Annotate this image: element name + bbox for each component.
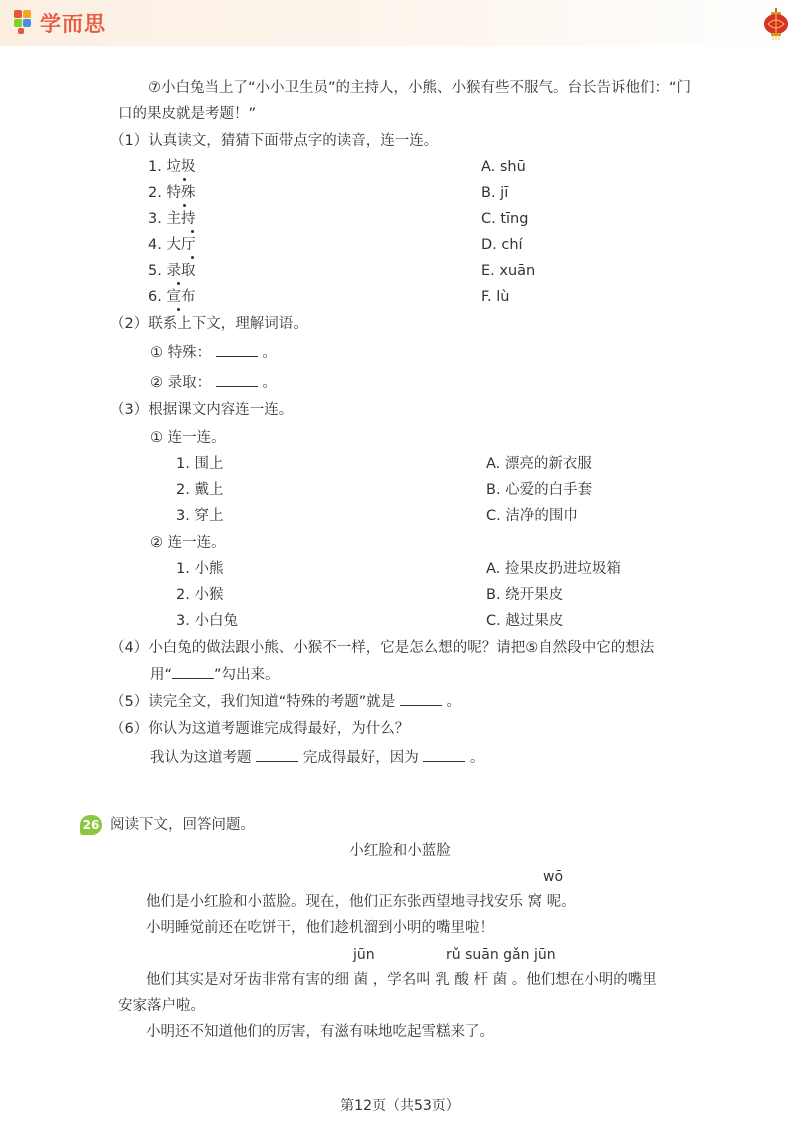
q6-title: （6）你认为这道考题谁完成得最好，为什么？ — [110, 721, 410, 737]
q3-sub1-left-1: 1. 围上 — [176, 456, 224, 472]
q1-left-4: 4. 大厅 — [148, 237, 196, 253]
pinyin-jun: jūn — [353, 947, 375, 963]
q1-right-e: E. xuān — [481, 263, 536, 279]
emphasis-dot — [177, 282, 180, 285]
q3-sub1: ① 连一连。 — [150, 430, 226, 446]
story-p3-cont: 安家落户啦。 — [118, 998, 205, 1014]
answer-blank[interactable] — [256, 747, 298, 762]
q4-line-2-post: ”勾出来。 — [214, 667, 280, 683]
q3-sub2-left-2: 2. 小猴 — [176, 587, 224, 603]
q3-sub2-left-3: 3. 小白兔 — [176, 613, 238, 629]
q1-right-a: A. shū — [481, 159, 526, 175]
page-header — [0, 0, 800, 46]
q5-period: 。 — [446, 694, 461, 710]
q5 — [110, 691, 461, 712]
q2-title: （2）联系上下文，理解词语。 — [110, 316, 308, 332]
q2-period: 。 — [262, 345, 277, 361]
lantern-icon — [762, 8, 790, 40]
q1-left-1: 1. 垃圾 — [148, 159, 196, 175]
q2-item-1-label: ① 特殊： — [150, 345, 212, 361]
q2-item-2 — [150, 372, 277, 393]
answer-blank[interactable] — [216, 372, 258, 387]
q3-sub2-right-c: C. 越过果皮 — [486, 613, 564, 629]
q1-title: （1）认真读文，猜猜下面带点字的读音，连一连。 — [110, 133, 439, 149]
story-title: 小红脸和小蓝脸 — [349, 843, 451, 859]
q1-left-2: 2. 特殊 — [148, 185, 196, 201]
story-p2: 小明睡觉前还在吃饼干，他们趁机溜到小明的嘴里啦！ — [146, 920, 494, 936]
page-footer: 第12页（共53页） — [340, 1098, 460, 1114]
q4-line-2 — [150, 664, 280, 685]
story-p3: 他们其实是对牙齿非常有害的细 菌 ，学名叫 乳 酸 杆 菌 。他们想在小明的嘴里 — [146, 972, 657, 988]
emphasis-dot — [177, 308, 180, 311]
q3-sub1-left-2: 2. 戴上 — [176, 482, 224, 498]
story-p4: 小明还不知道他们的厉害，有滋有味地吃起雪糕来了。 — [146, 1024, 494, 1040]
emphasis-dot — [191, 230, 194, 233]
answer-blank[interactable] — [423, 747, 465, 762]
q3-sub2-right-a: A. 捡果皮扔进垃圾箱 — [486, 561, 621, 577]
q3-title: （3）根据课文内容连一连。 — [110, 402, 294, 418]
pinyin-wo: wō — [543, 869, 564, 885]
q3-sub2-left-1: 1. 小熊 — [176, 561, 224, 577]
q1-left-3: 3. 主持 — [148, 211, 196, 227]
question-number-badge: 26 — [80, 815, 102, 835]
q3-sub2-right-b: B. 绕开果皮 — [486, 587, 564, 603]
brand-logo — [14, 8, 106, 38]
q1-left-5: 5. 录取 — [148, 263, 196, 279]
q2-item-1 — [150, 342, 277, 363]
q3-sub1-right-c: C. 洁净的围巾 — [486, 508, 578, 524]
q1-right-c: C. tīng — [481, 211, 529, 227]
brand-name: 学而思 — [40, 12, 106, 36]
emphasis-dot — [183, 178, 186, 181]
q2-item-2-label: ② 录取： — [150, 375, 212, 391]
q3-sub1-right-b: B. 心爱的白手套 — [486, 482, 593, 498]
q2-period: 。 — [262, 375, 277, 391]
q3-sub2: ② 连一连。 — [150, 535, 226, 551]
q1-right-b: B. jī — [481, 185, 509, 201]
q6-pre: 我认为这道考题 — [150, 750, 252, 766]
passage-7-line-1: ⑦小白兔当上了“小小卫生员”的主持人，小熊、小猴有些不服气。台长告诉他们：“门 — [148, 80, 692, 96]
emphasis-dot — [191, 256, 194, 259]
q4-line-2-pre: 用“ — [150, 667, 173, 683]
q4-line-1: （4）小白兔的做法跟小熊、小猴不一样，它是怎么想的呢？请把⑤自然段中它的想法 — [110, 640, 655, 656]
story-p1: 他们是小红脸和小蓝脸。现在，他们正东张西望地寻找安乐 窝 呢。 — [146, 894, 576, 910]
q3-sub1-left-3: 3. 穿上 — [176, 508, 224, 524]
q1-right-f: F. lù — [481, 289, 510, 305]
passage-7-line-2: 口的果皮就是考题！” — [118, 106, 257, 122]
answer-blank[interactable] — [400, 691, 442, 706]
q3-sub1-right-a: A. 漂亮的新衣服 — [486, 456, 592, 472]
q1-right-d: D. chí — [481, 237, 523, 253]
q26-prompt: 阅读下文，回答问题。 — [110, 817, 255, 833]
answer-blank[interactable] — [216, 342, 258, 357]
q5-text: （5）读完全文，我们知道“特殊的考题”就是 — [110, 694, 396, 710]
answer-blank[interactable] — [172, 664, 214, 679]
q1-left-6: 6. 宣布 — [148, 289, 196, 305]
logo-icon — [14, 10, 36, 36]
emphasis-dot — [183, 204, 186, 207]
pinyin-rsgj: rǔ suān gǎn jūn — [446, 947, 556, 963]
q6-period: 。 — [469, 750, 485, 766]
q6-mid: 完成得最好，因为 — [302, 750, 419, 766]
q6-answer-line — [150, 747, 484, 768]
